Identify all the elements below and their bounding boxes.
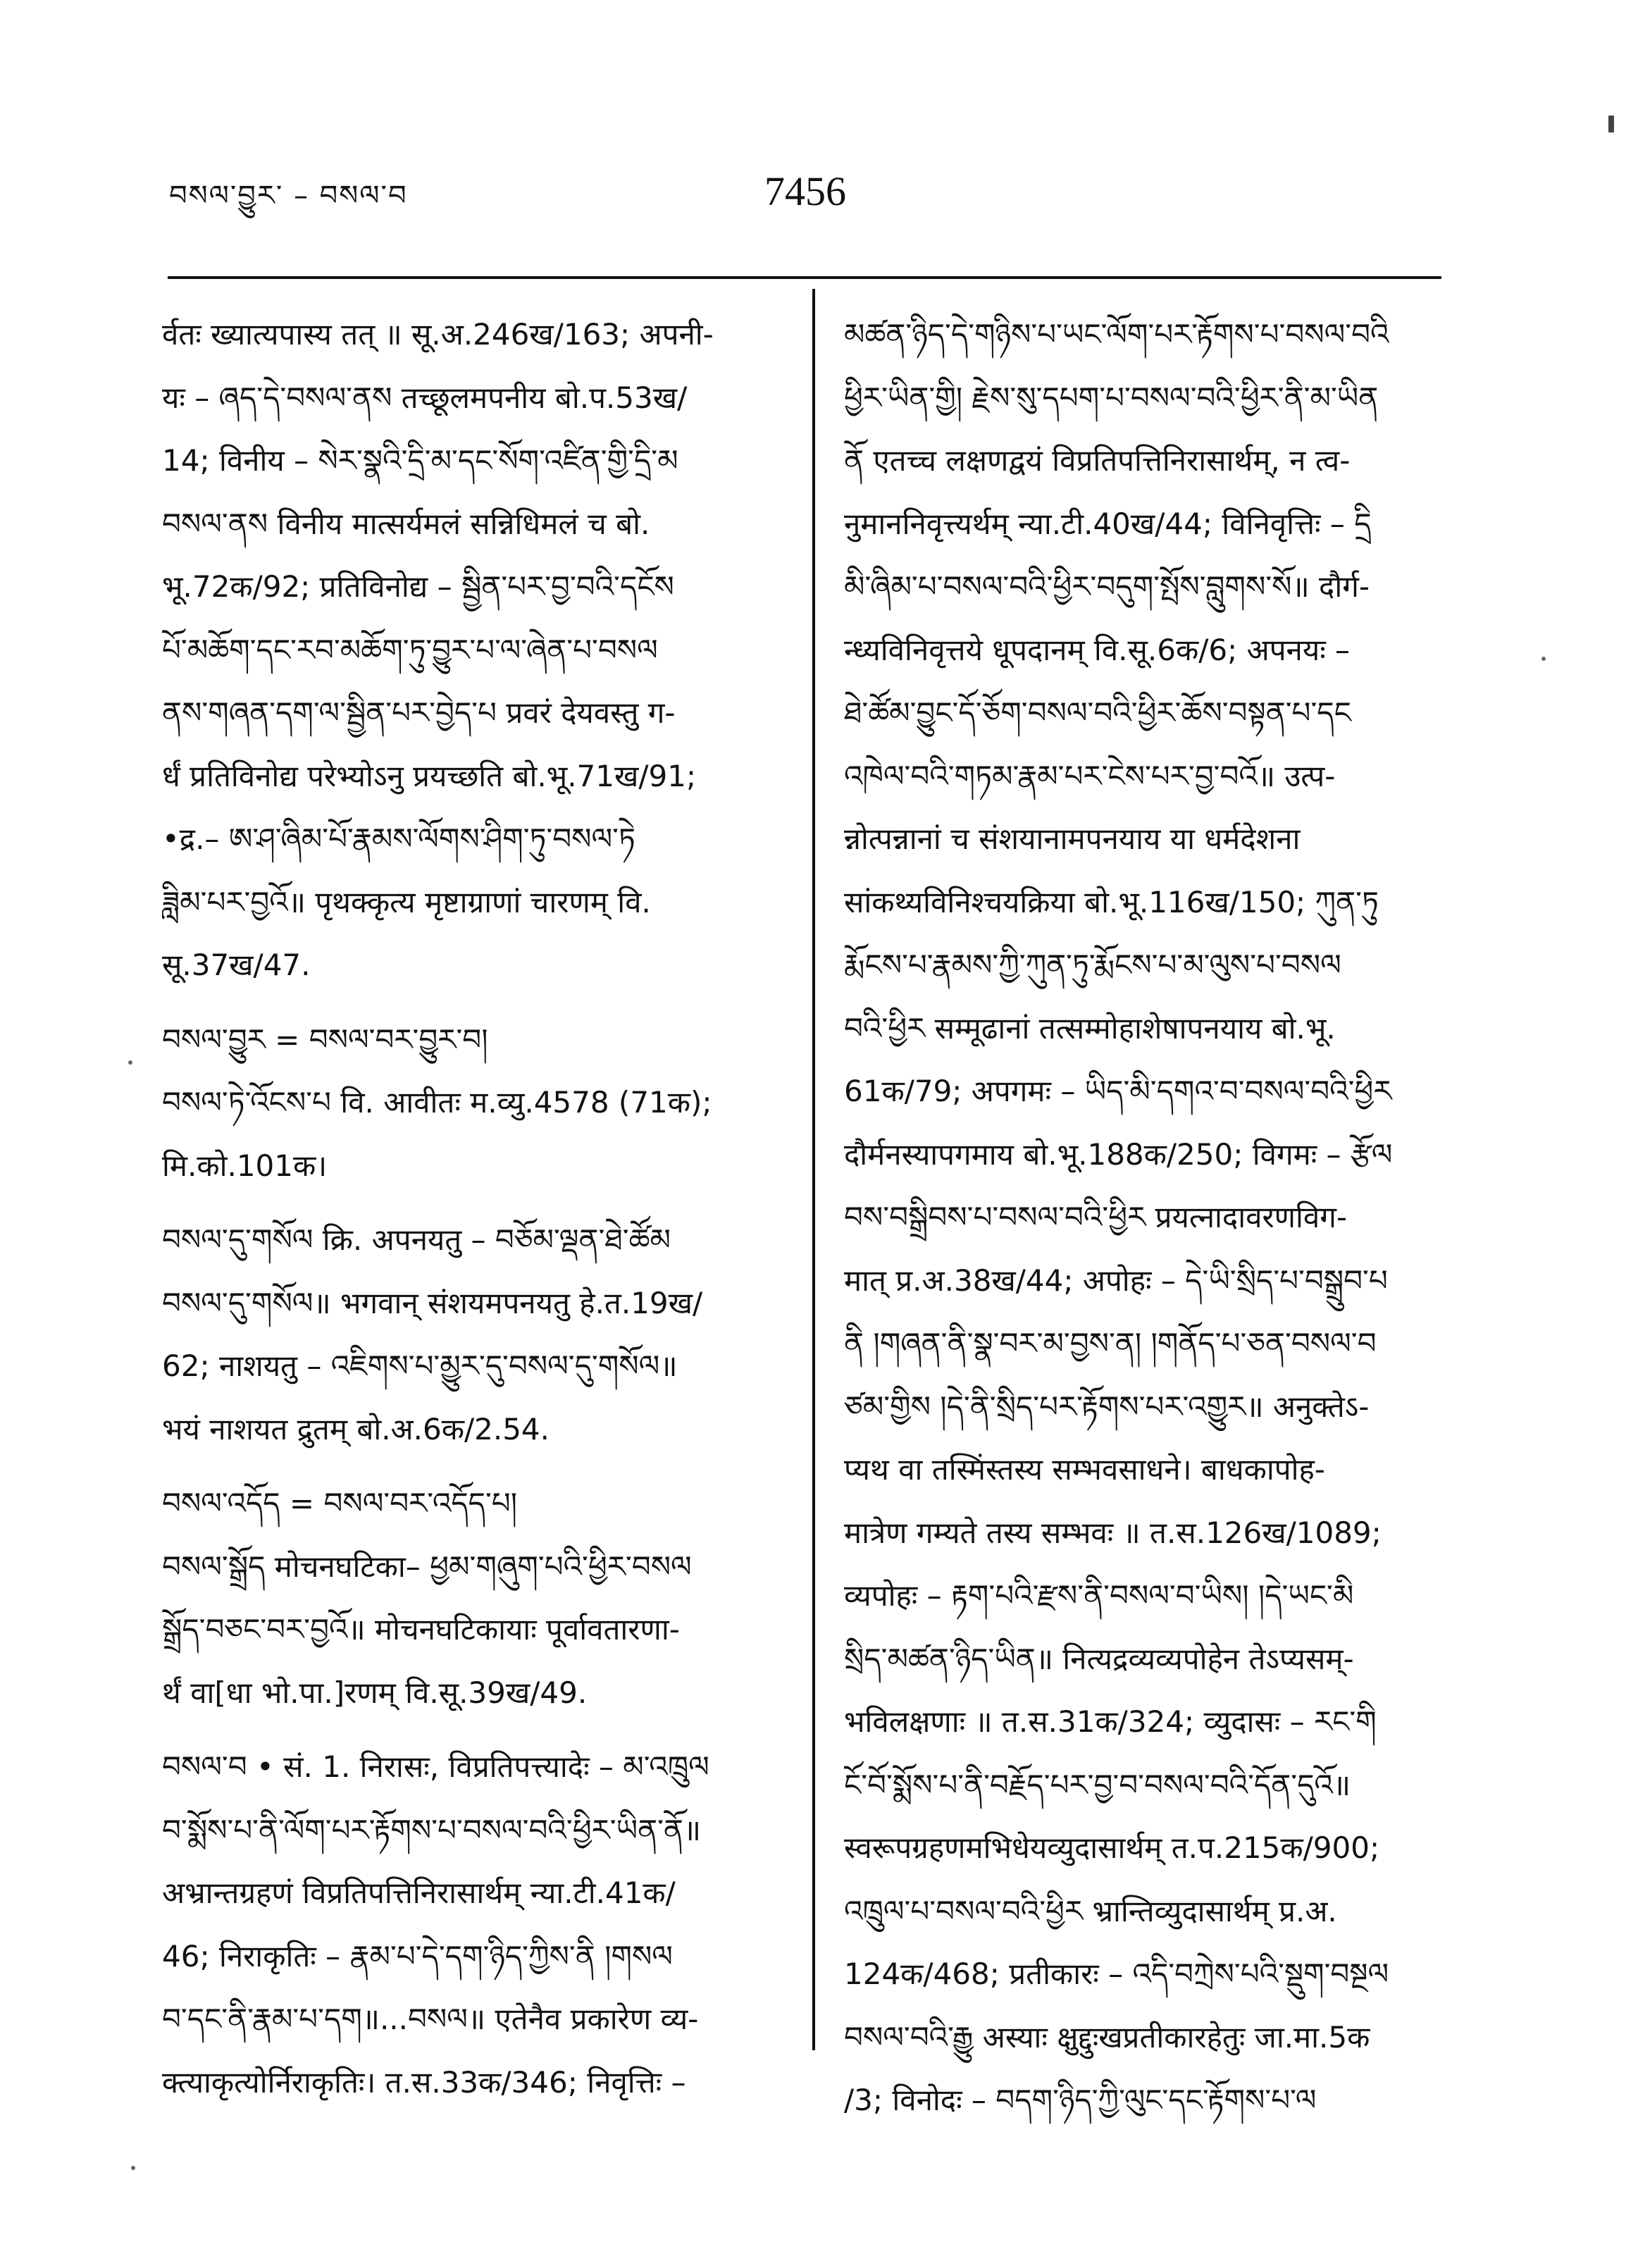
text-line: བསལ་དུ་གསོལ॥ भगवान् संशयमपनयतु हे.त.19ख/: [162, 1285, 703, 1320]
left-column: [162, 303, 782, 2114]
text-line: भविलक्षणाः ॥ त.स.31क/324; व्युदासः – རང་གི: [844, 1704, 1377, 1739]
text-line: བ་དང་ནི་རྣམ་པ་དག॥...བསལ॥ एतेनैव प्रकारेण व्य-: [162, 2002, 699, 2036]
text-line: བསལ་ནས विनीय मात्सर्यमलं सन्निधिमलं च बो.: [162, 506, 650, 541]
text-line: ནོ एतच्च लक्षणद्वयं विप्रतिपत्तिनिरासार्थम्, न त्व-: [844, 443, 1351, 478]
margin-mark: [1608, 116, 1614, 132]
text-line: ཙམ་གྱིས །དེ་ནི་སྲིད་པར་རྟོགས་པར་འགྱུར॥ अनुक्तेऽ-: [844, 1389, 1370, 1424]
text-line: མི་ཞིམ་པ་བསལ་བའི་ཕྱིར་བདུག་སྤོས་བླུགས་སོ॥ दौर्ग-: [844, 569, 1370, 604]
text-line: प्यथ वा तस्मिंस्तस्य सम्भवसाधने। बाधकापोह-: [844, 1452, 1325, 1487]
text-line: यः – ཞད་དེ་བསལ་ནས तच्छूलमपनीय बो.प.53ख/: [162, 380, 688, 415]
text-line: ངོ་བོ་སྨོས་པ་ནི་བརྗོད་པར་བྱ་བ་བསལ་བའི་དོན་དུའོ॥: [844, 1767, 1351, 1802]
entry-line: བསལ་སྒྲོད मोचनघटिका– ཕྱམ་གཞུག་པའི་ཕྱིར་བསལ: [162, 1549, 692, 1584]
page-header: [0, 0, 1638, 296]
text-line: र्थं वा[धा भो.पा.]रणम् वि.सू.39ख/49.: [162, 1675, 588, 1710]
column-divider: [812, 289, 815, 2050]
page-number: 7456: [764, 168, 846, 214]
entry-line: བསལ་འདོད = བསལ་བར་འདོད་པ།: [162, 1486, 518, 1520]
text-line: སྲིད་མཚན་ཉིད་ཡིན॥ नित्यद्रव्यव्यपोहेन तेऽप्यसम्-: [844, 1641, 1354, 1676]
text-line: ཐེ་ཚོམ་བྱུང་དོ་ཅོག་བསལ་བའི་ཕྱིར་ཆོས་བསྟན་པ་དང: [844, 695, 1351, 730]
text-line: ནི །གཞན་ནི་སྣ་བར་མ་བྱས་ན། །གནོད་པ་ཅན་བསལ་བ: [844, 1326, 1377, 1361]
text-line: བའི་ཕྱིར सम्मूढानां तत्सम्मोहाशेषापनयाय बो.भू.: [844, 1010, 1336, 1046]
text-line: རྨོངས་པ་རྣམས་ཀྱི་ཀུན་ཏུ་རྨོངས་པ་མ་ལུས་པ་བསལ: [844, 948, 1341, 982]
text-line: मात् प्र.अ.38ख/44; अपोहः – དེ་ཡི་སྲིད་པ་བསྒྲུབ་པ: [844, 1263, 1388, 1298]
text-line: •द्र.– ཨ་ཤ་ཞིམ་པོ་རྣམས་ལོགས་ཤིག་ཏུ་བསལ་ཏེ: [162, 822, 635, 856]
text-line: 14; विनीय – སེར་སྣའི་དྲི་མ་དང་སོག་འཛིན་གྱི་དྲི་མ: [162, 443, 678, 478]
entry-line: བསལ་ཏེ་འོངས་པ वि. आवीतः म.व्यु.4578 (71क);: [162, 1085, 712, 1120]
text-line: र्वतः ख्यात्यपास्य तत् ॥ सू.अ.246ख/163; अपनी-: [162, 317, 714, 352]
text-line: བས་བསྒྲིབས་པ་བསལ་བའི་ཕྱིར प्रयत्नादावरणविग-: [844, 1200, 1348, 1234]
text-line: क्त्याकृत्योर्निराकृतिः। त.स.33क/346; निवृत्तिः –: [162, 2064, 686, 2100]
text-line: व्यपोहः – རྟག་པའི་རྫས་ནི་བསལ་བ་ཡིས། །དེ་ཡང་མི: [844, 1578, 1354, 1613]
text-line: འཁེལ་བའི་གཏམ་རྣམ་པར་ངེས་པར་བྱ་བའོ॥ उत्प-: [844, 758, 1336, 793]
text-line: भयं नाशयत द्रुतम् बो.अ.6क/2.54.: [162, 1411, 550, 1446]
text-line: ཟླིམ་པར་བྱའོ॥ पृथक्कृत्य मृष्टाग्राणां चारणम् वि.: [162, 884, 651, 919]
text-line: /3; विनोदः – བདག་ཉིད་ཀྱི་ལུང་དང་རྟོགས་པ་ལ: [844, 2083, 1317, 2117]
scan-speck: [128, 1060, 132, 1065]
text-line: अभ्रान्तग्रहणं विप्रतिपत्तिनिरासार्थम् न्या.टी.41क/: [162, 1876, 676, 1910]
text-line: मात्रेण गम्यते तस्य सम्भवः ॥ त.स.126ख/1089;: [844, 1515, 1382, 1550]
text-line: मि.को.101क।: [162, 1148, 328, 1183]
entry-line: བསལ་དུ་གསོལ क्रि. अपनयतु – བཅོམ་ལྡན་ཐེ་ཚོམ: [162, 1222, 671, 1257]
text-line: र्धं प्रतिविनोद्य परेभ्योऽनु प्रयच्छति बो.भू.71ख/91;: [162, 758, 697, 793]
text-line: सांकथ्यविनिश्चयक्रिया बो.भू.116ख/150; ཀུན་ཏུ: [844, 884, 1379, 919]
text-line: न्नोत्पन्नानां च संशयानामपनयाय या धर्मदेशना: [844, 822, 1301, 856]
text-line: सू.37ख/47.: [162, 948, 311, 982]
right-column: [844, 303, 1450, 2132]
text-line: 124क/468; प्रतीकारः – འདི་བཀྲེས་པའི་སྡུག་བསྔལ: [844, 1957, 1389, 1991]
text-line: པོ་མཆོག་དང་རབ་མཆོག་ཏུ་བྱུར་པ་ལ་ཞེན་པ་བསལ: [162, 632, 658, 667]
text-line: नुमाननिवृत्त्यर्थम् न्या.टी.40ख/44; विनिवृत्तिः – དྲི: [844, 506, 1372, 541]
text-line: འཁྲུལ་པ་བསལ་བའི་ཕྱིར भ्रान्तिव्युदासार्थम् प्र.अ.: [844, 1893, 1337, 1928]
text-line: བསལ་བའི་རྒྱུ अस्याः क्षुद्दुःखप्रतीकारहेतुः जा.मा.5क: [844, 2019, 1370, 2055]
header-rule: [168, 276, 1441, 279]
running-head: བསལ་བྱུར་ – བསལ་བ: [169, 180, 408, 212]
text-line: न्ध्यविनिवृत्तये धूपदानम् वि.सू.6क/6; अपनयः –: [844, 632, 1351, 667]
text-line: 61क/79; अपगमः – ཡིད་མི་དགའ་བ་བསལ་བའི་ཕྱིར: [844, 1074, 1392, 1108]
text-line: दौर्मनस्यापगमाय बो.भू.188क/250; विगमः – རྩོལ: [844, 1136, 1393, 1172]
text-line: སྒྲོད་བཅང་བར་བྱའོ॥ मोचनघटिकायाः पूर्वावतारणा-: [162, 1612, 680, 1647]
text-line: 62; नाशयतु – འཇིགས་པ་མྱུར་དུ་བསལ་དུ་གསོལ॥: [162, 1349, 678, 1383]
text-line: ནས་གཞན་དག་ལ་སྦྱིན་པར་བྱེད་པ प्रवरं देयवस्तु ग-: [162, 695, 676, 730]
text-line: མཚན་ཉིད་དེ་གཉིས་པ་ཡང་ལོག་པར་རྟོགས་པ་བསལ་བའི: [844, 317, 1389, 352]
text-line: ཕྱིར་ཡིན་གྱི། རྗེས་སུ་དཔག་པ་བསལ་བའི་ཕྱིར་ནི་མ་ཡིན: [844, 380, 1379, 415]
scan-speck: [131, 2166, 135, 2170]
text-line: 46; निराकृतिः – རྣམ་པ་དེ་དག་ཉིད་ཀྱིས་ནི །གསལ: [162, 1938, 673, 1973]
text-line: स्वरूपग्रहणमभिधेयव्युदासार्थम् त.प.215क/900;: [844, 1830, 1380, 1865]
entry-line: བསལ་བ • सं. 1. निरासः, विप्रतिपत्त्यादेः – མ་འཁྲུལ: [162, 1749, 709, 1784]
text-line: भू.72क/92; प्रतिविनोद्य – སྦྱིན་པར་བྱ་བའི་དངོས: [162, 569, 674, 604]
entry-line: བསལ་བྱུར = བསལ་བར་བྱུར་བ།: [162, 1022, 488, 1057]
text-line: བ་སྨོས་པ་ནི་ལོག་པར་རྟོགས་པ་བསལ་བའི་ཕྱིར་ཡིན་ནོ॥: [162, 1812, 702, 1847]
scan-speck: [1541, 657, 1546, 661]
